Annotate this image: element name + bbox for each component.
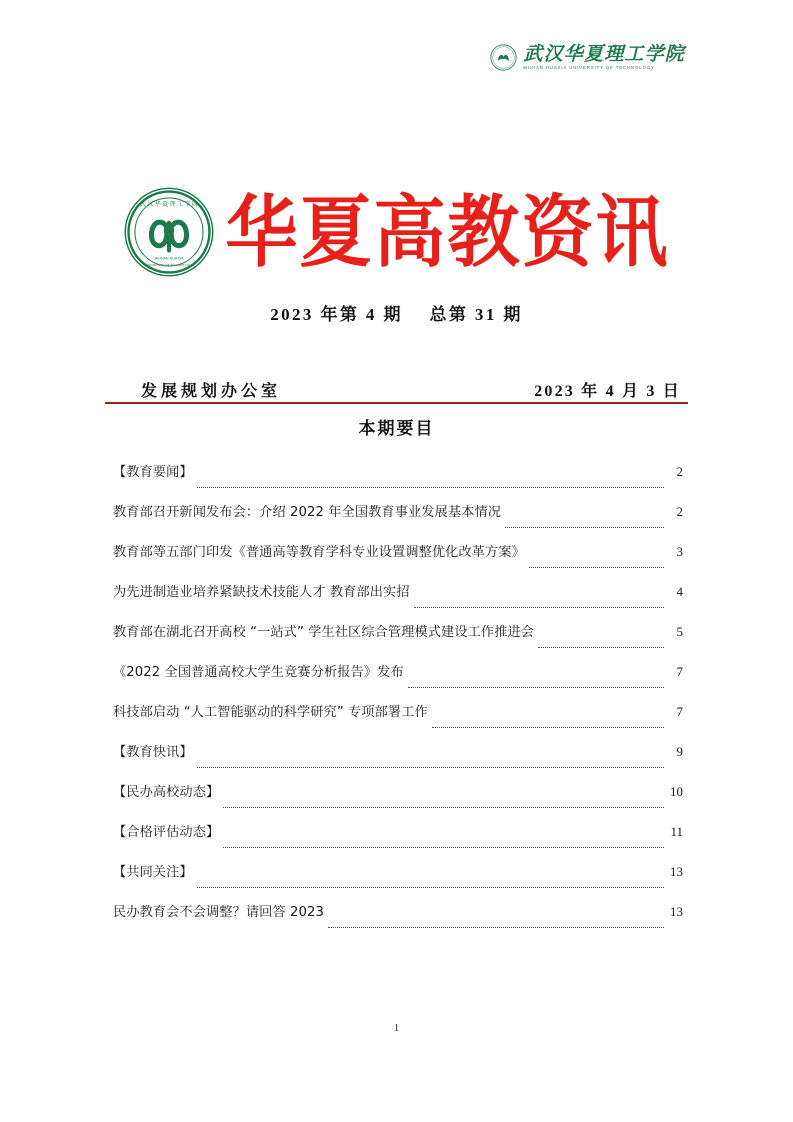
toc-entry-page: 9 xyxy=(676,744,683,759)
toc-entry[interactable] xyxy=(113,572,683,612)
toc-entry[interactable] xyxy=(113,532,683,572)
toc-dot-leader xyxy=(197,887,664,888)
toc-entry[interactable] xyxy=(113,612,683,652)
toc-entry-page: 5 xyxy=(676,624,683,639)
issue-line: 2023 年第 4 期 总第 31 期 xyxy=(270,305,523,324)
toc-entry-label: 教育部在湖北召开高校 “一站式” 学生社区综合管理模式建设工作推进会 xyxy=(113,625,535,640)
issue-info-row xyxy=(113,378,681,401)
toc-entry[interactable] xyxy=(113,772,683,812)
toc-entry-label: 【共同关注】 xyxy=(113,865,193,880)
toc-entry[interactable] xyxy=(113,692,683,732)
toc-entry[interactable] xyxy=(113,652,683,692)
toc-dot-leader xyxy=(328,927,664,928)
header-divider-rule xyxy=(105,402,688,404)
university-seal-icon xyxy=(490,44,517,71)
toc-entry-page: 10 xyxy=(670,784,683,799)
toc-dot-leader xyxy=(432,727,664,728)
toc-entry-label: 【教育要闻】 xyxy=(113,465,193,480)
toc-dot-leader xyxy=(223,847,664,848)
toc-entry-page: 4 xyxy=(676,584,683,599)
toc-entry-page: 2 xyxy=(676,464,683,479)
masthead-university-name-cn: 武汉华夏理工学院 xyxy=(523,43,685,65)
toc-dot-leader xyxy=(414,607,664,608)
issue-date: 2023 年 4 月 3 日 xyxy=(534,383,681,400)
toc-entry-page: 13 xyxy=(670,864,683,879)
publication-nameplate xyxy=(0,186,793,278)
toc-heading: 本期要目 xyxy=(358,419,435,438)
toc-entry-label: 教育部等五部门印发《普通高等教育学科专业设置调整优化改革方案》 xyxy=(113,545,525,560)
toc-entry-page: 13 xyxy=(670,904,683,919)
toc-entry-page: 11 xyxy=(670,824,683,839)
toc-entry-label: 科技部启动 “人工智能驱动的科学研究” 专项部署工作 xyxy=(113,705,428,720)
svg-text:武 汉 华 夏 理 工 学 院: 武 汉 华 夏 理 工 学 院 xyxy=(140,202,199,209)
toc-dot-leader xyxy=(197,767,664,768)
toc-dot-leader xyxy=(529,567,664,568)
toc-entry-label: 《2022 全国普通高校大学生竞赛分析报告》发布 xyxy=(113,665,404,680)
toc-entry-label: 为先进制造业培养紧缺技术技能人才 教育部出实招 xyxy=(113,585,410,600)
toc-entry[interactable] xyxy=(113,492,683,532)
toc-entry[interactable] xyxy=(113,812,683,852)
svg-text:WUHAN HUAXIA: WUHAN HUAXIA xyxy=(155,256,184,261)
toc-entry-label: 民办教育会不会调整？请回答 2023 xyxy=(113,905,324,920)
toc-dot-leader xyxy=(538,647,664,648)
toc-dot-leader xyxy=(408,687,664,688)
toc-entry-label: 【教育快讯】 xyxy=(113,745,193,760)
toc-entry-label: 【合格评估动态】 xyxy=(113,825,220,840)
toc-entry-label: 【民办高校动态】 xyxy=(113,785,220,800)
toc-entry-page: 7 xyxy=(676,664,683,679)
toc-dot-leader xyxy=(197,487,664,488)
toc-entry-label: 教育部召开新闻发布会：介绍 2022 年全国教育事业发展基本情况 xyxy=(113,505,502,520)
svg-text:UNIVERSITY OF TECHNOLOGY: UNIVERSITY OF TECHNOLOGY xyxy=(146,263,193,268)
toc-entry[interactable] xyxy=(113,852,683,892)
toc-entry[interactable] xyxy=(113,732,683,772)
masthead-university-name-en: WUHAN HUAXIA UNIVERSITY OF TECHNOLOGY xyxy=(523,65,656,71)
publication-title: 华夏高教资讯 xyxy=(225,186,670,278)
table-of-contents xyxy=(113,452,683,932)
toc-dot-leader xyxy=(223,807,664,808)
toc-entry[interactable] xyxy=(113,452,683,492)
toc-entry[interactable] xyxy=(113,892,683,932)
university-seal-icon xyxy=(123,186,215,278)
issuing-office: 发展规划办公室 xyxy=(141,383,282,400)
toc-dot-leader xyxy=(505,527,664,528)
toc-entry-page: 2 xyxy=(676,504,683,519)
footer-page-number: 1 xyxy=(393,1022,400,1034)
toc-entry-page: 3 xyxy=(676,544,683,559)
masthead-university-logo xyxy=(490,44,685,71)
toc-entry-page: 7 xyxy=(676,704,683,719)
masthead-university-names xyxy=(523,45,685,71)
